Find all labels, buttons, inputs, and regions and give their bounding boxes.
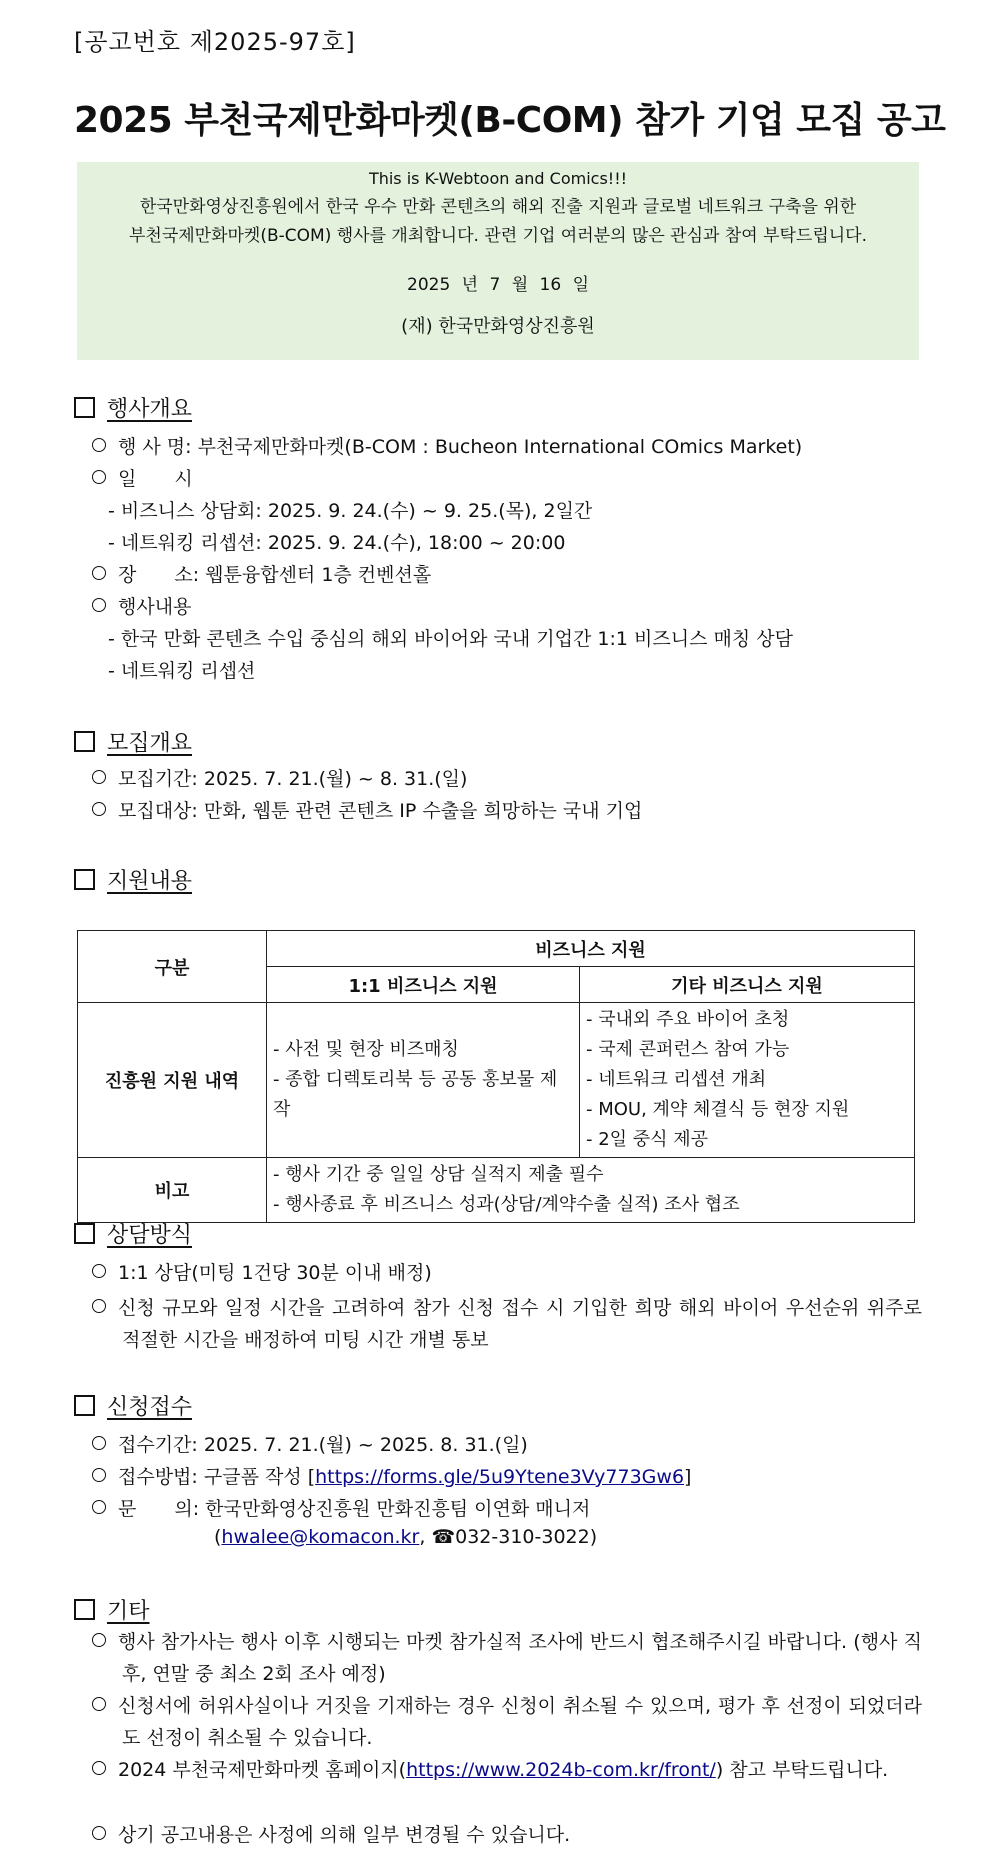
event-content-1: - 한국 만화 콘텐츠 수입 중심의 해외 바이어와 국내 기업간 1:1 비즈니스 매칭 상담 xyxy=(108,628,793,650)
circle-bullet-icon xyxy=(92,1299,106,1313)
table-cell-1on1: - 사전 및 현장 비즈매칭 - 종합 디렉토리북 등 공동 홍보물 제작 xyxy=(267,1003,580,1158)
notice-number: [공고번호 제2025-97호] xyxy=(74,28,356,56)
intro-date: 2025 년 7 월 16 일 xyxy=(407,275,589,295)
event-place-line: 장 소: 웹툰융합센터 1층 컨벤션홀 xyxy=(92,560,431,587)
section-heading-application: 신청접수 xyxy=(74,1390,192,1421)
table-row-head-support: 진흥원 지원 내역 xyxy=(78,1003,267,1158)
recruit-target: 모집대상: 만화, 웹툰 관련 콘텐츠 IP 수출을 희망하는 국내 기업 xyxy=(92,796,642,823)
circle-bullet-icon xyxy=(92,1500,106,1514)
table-header-1on1: 1:1 비즈니스 지원 xyxy=(267,967,580,1003)
event-name-line: 행 사 명: 부천국제만화마켓(B-COM : Bucheon International COmics Market) xyxy=(92,432,802,459)
section-heading-recruit: 모집개요 xyxy=(74,726,192,757)
homepage-link[interactable]: https://www.2024b-com.kr/front/ xyxy=(406,1759,716,1781)
table-header-row xyxy=(78,931,915,967)
circle-bullet-icon xyxy=(92,802,106,816)
event-content-label: 행사내용 xyxy=(92,592,191,619)
section-heading-overview xyxy=(74,392,192,423)
checkbox-square-icon xyxy=(74,869,95,890)
table-header-business: 비즈니스 지원 xyxy=(267,931,915,967)
table-row-head-note: 비고 xyxy=(78,1158,267,1223)
circle-bullet-icon xyxy=(92,470,106,484)
checkbox-square-icon xyxy=(74,1223,95,1244)
consulting-item-1: 1:1 상담(미팅 1건당 30분 이내 배정) xyxy=(92,1258,432,1285)
contact-phone: ☎032-310-3022 xyxy=(431,1526,590,1548)
section-heading-support: 지원내용 xyxy=(74,864,192,895)
table-cell-other: - 국내외 주요 바이어 초청 - 국제 콘퍼런스 참여 가능 - 네트워크 리셉션 개최 - MOU, 계약 체결식 등 현장 지원 - 2일 중식 제공 xyxy=(580,1003,915,1158)
circle-bullet-icon xyxy=(92,1761,106,1775)
intro-box xyxy=(77,162,919,360)
circle-bullet-icon xyxy=(92,566,106,580)
circle-bullet-icon xyxy=(92,1264,106,1278)
recruit-period: 모집기간: 2025. 7. 21.(월) ~ 8. 31.(일) xyxy=(92,764,467,791)
table-cell-note: - 행사 기간 중 일일 상담 실적지 제출 필수 - 행사종료 후 비즈니스 성과(상담/계약수출 실적) 조사 협조 xyxy=(267,1158,915,1223)
checkbox-square-icon xyxy=(74,731,95,752)
section-heading-consulting: 상담방식 xyxy=(74,1218,192,1249)
application-contact: 문 의: 한국만화영상진흥원 만화진흥팀 이연화 매니저 xyxy=(92,1494,590,1521)
circle-bullet-icon xyxy=(92,770,106,784)
section-heading-other: 기타 xyxy=(74,1594,150,1625)
intro-text-1: 한국만화영상진흥원에서 한국 우수 만화 콘텐츠의 해외 진출 지원과 글로벌 네트워크 구축을 위한 xyxy=(139,197,857,217)
other-item-1: 행사 참가사는 행사 이후 시행되는 마켓 참가실적 조사에 반드시 협조해주시길 바랍니다. (행사 직후, 연말 중 최소 2회 조사 예정) xyxy=(92,1626,922,1690)
circle-bullet-icon xyxy=(92,1697,106,1711)
table-header-other: 기타 비즈니스 지원 xyxy=(580,967,915,1003)
other-item-3: 2024 부천국제만화마켓 홈페이지(https://www.2024b-com.kr/front/) 참고 부탁드립니다. xyxy=(92,1754,922,1786)
application-contact-details: (hwalee@komacon.kr, ☎032-310-3022) xyxy=(214,1526,598,1548)
table-row xyxy=(78,1003,915,1158)
other-item-4: 상기 공고내용은 사정에 의해 일부 변경될 수 있습니다. xyxy=(92,1820,570,1847)
other-item-2: 신청서에 허위사실이나 거짓을 기재하는 경우 신청이 취소될 수 있으며, 평가 후 선정이 되었더라도 선정이 취소될 수 있습니다. xyxy=(92,1690,922,1754)
intro-text-2: 부천국제만화마켓(B-COM) 행사를 개최합니다. 관련 기업 여러분의 많은 관심과 참여 부탁드립니다. xyxy=(128,226,868,246)
application-method: 접수방법: 구글폼 작성 [https://forms.gle/5u9Ytene3Vy773Gw6] xyxy=(92,1462,691,1489)
circle-bullet-icon xyxy=(92,1436,106,1450)
contact-email-link[interactable]: hwalee@komacon.kr xyxy=(221,1526,420,1548)
page-title: 2025 부천국제만화마켓(B-COM) 참가 기업 모집 공고 xyxy=(74,100,946,141)
checkbox-square-icon xyxy=(74,397,95,418)
circle-bullet-icon xyxy=(92,1468,106,1482)
circle-bullet-icon xyxy=(92,1826,106,1840)
consulting-item-2: 신청 규모와 일정 시간을 고려하여 참가 신청 접수 시 기입한 희망 해외 바이어 우선순위 위주로 적절한 시간을 배정하여 미팅 시간 개별 통보 xyxy=(92,1292,922,1356)
checkbox-square-icon xyxy=(74,1395,95,1416)
event-content-2: - 네트워킹 리셉션 xyxy=(108,660,256,682)
application-period: 접수기간: 2025. 7. 21.(월) ~ 2025. 8. 31.(일) xyxy=(92,1430,528,1457)
event-date-business: - 비즈니스 상담회: 2025. 9. 24.(수) ~ 9. 25.(목), 2일간 xyxy=(108,500,593,522)
circle-bullet-icon xyxy=(92,598,106,612)
checkbox-square-icon xyxy=(74,1599,95,1620)
table-row xyxy=(78,1158,915,1223)
circle-bullet-icon xyxy=(92,1633,106,1647)
section-heading-text: 행사개요 xyxy=(107,397,193,422)
support-table xyxy=(77,930,915,1223)
google-form-link[interactable]: https://forms.gle/5u9Ytene3Vy773Gw6 xyxy=(315,1466,685,1488)
circle-bullet-icon xyxy=(92,438,106,452)
intro-slogan: This is K-Webtoon and Comics!!! xyxy=(368,169,628,188)
intro-organization: (재) 한국만화영상진흥원 xyxy=(401,316,595,337)
event-date-label: 일 시 xyxy=(92,464,193,491)
table-header-category: 구분 xyxy=(78,931,267,1003)
event-date-networking: - 네트워킹 리셉션: 2025. 9. 24.(수), 18:00 ~ 20:00 xyxy=(108,532,566,554)
